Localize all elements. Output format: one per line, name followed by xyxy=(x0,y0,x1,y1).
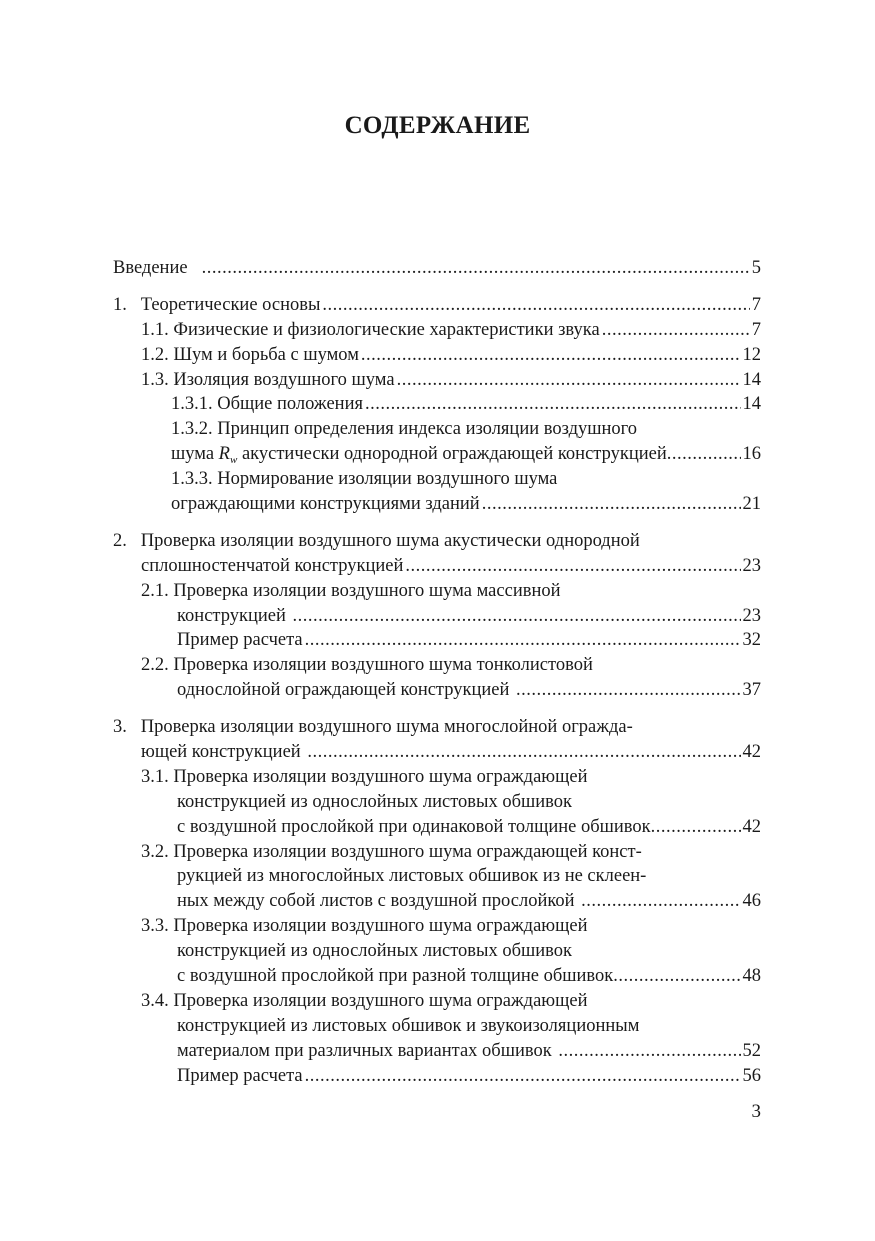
toc-entry-text: 3. Проверка изоляции воздушного шума многослойной огражда- xyxy=(113,717,633,738)
toc-page-number: 23 xyxy=(742,555,761,576)
toc-entry-2-line2[interactable] xyxy=(113,554,761,579)
toc-entry-text: 3.4. Проверка изоляции воздушного шума ограждающей xyxy=(141,990,588,1011)
toc-entry-2-1-example[interactable] xyxy=(113,628,761,653)
toc-entry-text: рукцией из многослойных листовых обшивок из не склеен- xyxy=(177,866,647,887)
toc-entry-3-3-line1[interactable] xyxy=(113,914,761,939)
toc-entry-text: с воздушной прослойкой при разной толщине обшивок xyxy=(177,966,614,987)
toc-entry-3-line2[interactable] xyxy=(113,740,761,765)
dot-leader xyxy=(482,492,741,517)
toc-entry-3-4-line1[interactable] xyxy=(113,989,761,1014)
toc-entry-3-2-line3[interactable] xyxy=(113,889,761,914)
toc-entry-text: сплошностенчатой конструкцией xyxy=(141,555,404,576)
table-of-contents xyxy=(113,256,761,1089)
toc-page-number: 14 xyxy=(742,394,761,415)
toc-entry-1[interactable] xyxy=(113,293,761,318)
toc-entry-text: 2.1. Проверка изоляции воздушного шума массивной xyxy=(141,580,561,601)
toc-entry-text: ограждающими конструкциями зданий xyxy=(171,494,480,515)
toc-entry-text: конструкцией xyxy=(177,605,291,626)
toc-entry-2-2-line2[interactable] xyxy=(113,678,761,703)
page-number: 3 xyxy=(751,1101,761,1122)
toc-entry-2-1-line1[interactable] xyxy=(113,579,761,604)
toc-entry-text: 3.2. Проверка изоляции воздушного шума ограждающей конст- xyxy=(141,841,642,862)
toc-entry-text: с воздушной прослойкой при одинаковой толщине обшивок xyxy=(177,816,651,837)
toc-entry-1-3-2-line1[interactable] xyxy=(113,417,761,442)
toc-entry-text: шума $R_w$ акустически однородной ограждающей конструкцией xyxy=(171,444,667,467)
page-title: СОДЕРЖАНИЕ xyxy=(344,112,531,139)
dot-leader xyxy=(365,392,741,417)
toc-entry-3-3-line3[interactable] xyxy=(113,964,761,989)
dot-leader xyxy=(293,604,741,629)
dot-leader xyxy=(581,889,740,914)
toc-page-number: 21 xyxy=(742,494,761,515)
toc-entry-2-2-line1[interactable] xyxy=(113,653,761,678)
dot-leader xyxy=(613,964,740,989)
dot-leader xyxy=(361,343,741,368)
toc-entry-text: 1.1. Физические и физиологические характеристики звука xyxy=(141,319,600,340)
toc-page-number: 5 xyxy=(751,258,761,278)
toc-entry-text: 2. Проверка изоляции воздушного шума акустически однородной xyxy=(113,530,640,551)
dot-leader xyxy=(405,554,740,579)
toc-page-number: 23 xyxy=(742,605,761,626)
toc-page-number: 37 xyxy=(742,680,761,701)
toc-entry-text: 1.2. Шум и борьба с шумом xyxy=(141,344,359,365)
toc-entry-3-2-line1[interactable] xyxy=(113,840,761,865)
toc-page-number: 16 xyxy=(742,444,761,465)
toc-entry-text: 1.3.1. Общие положения xyxy=(171,394,363,415)
toc-entry-text: Пример расчета xyxy=(177,1065,303,1086)
toc-page-number: 7 xyxy=(751,319,761,340)
toc-entry-1-3[interactable] xyxy=(113,368,761,393)
dot-leader xyxy=(322,293,749,318)
toc-page-number: 42 xyxy=(742,742,761,763)
toc-entry-text: ющей конструкцией xyxy=(141,742,306,763)
toc-entry-3-1-line3[interactable] xyxy=(113,815,761,840)
toc-entry-text: 1.3.3. Нормирование изоляции воздушного шума xyxy=(171,469,558,490)
toc-entry-text: 1.3. Изоляция воздушного шума xyxy=(141,369,395,390)
toc-entry-3-4-example[interactable] xyxy=(113,1064,761,1089)
toc-entry-2-1-line2[interactable] xyxy=(113,604,761,629)
toc-page-number: 48 xyxy=(742,966,761,987)
toc-entry-2-line1[interactable] xyxy=(113,529,761,554)
dot-leader xyxy=(667,442,741,467)
toc-entry-text: 1. Теоретические основы xyxy=(113,294,321,315)
toc-entry-3-4-line2[interactable] xyxy=(113,1014,761,1039)
toc-page-number: 56 xyxy=(742,1065,761,1086)
toc-entry-1-3-2-line2[interactable] xyxy=(113,442,761,467)
toc-entry-3-1-line2[interactable] xyxy=(113,790,761,815)
subscript-w: w xyxy=(229,454,238,467)
toc-entry-text: конструкцией из однослойных листовых обшивок xyxy=(177,791,573,812)
dot-leader xyxy=(516,678,740,703)
toc-page-number: 42 xyxy=(742,816,761,837)
toc-entry-text: однослойной ограждающей конструкцией xyxy=(177,680,515,701)
toc-entry-text: 3.1. Проверка изоляции воздушного шума ограждающей xyxy=(141,766,588,787)
toc-entry-text: 1.3.2. Принцип определения индекса изоляции воздушного xyxy=(171,419,638,440)
toc-page-number: 32 xyxy=(742,630,761,651)
dot-leader xyxy=(651,815,741,840)
toc-entry-text: 3.3. Проверка изоляции воздушного шума ограждающей xyxy=(141,916,588,937)
toc-entry-intro[interactable] xyxy=(113,256,761,281)
dot-leader xyxy=(305,1064,741,1089)
toc-page-number: 12 xyxy=(742,344,761,365)
toc-entry-3-line1[interactable] xyxy=(113,715,761,740)
toc-page-number: 52 xyxy=(742,1040,761,1061)
toc-entry-text: 2.2. Проверка изоляции воздушного шума тонколистовой xyxy=(141,655,593,676)
toc-page-number: 46 xyxy=(742,891,761,912)
toc-entry-text: ных между собой листов с воздушной прослойкой xyxy=(177,891,580,912)
dot-leader xyxy=(305,628,741,653)
toc-entry-1-1[interactable] xyxy=(113,318,761,343)
toc-page-number: 7 xyxy=(751,294,761,315)
toc-entry-text: материалом при различных вариантах обшивок xyxy=(177,1040,557,1061)
dot-leader xyxy=(558,1039,740,1064)
toc-entry-text: конструкцией из однослойных листовых обшивок xyxy=(177,941,573,962)
toc-entry-text: Пример расчета xyxy=(177,630,303,651)
dot-leader xyxy=(397,368,741,393)
symbol-r: R xyxy=(218,444,230,465)
dot-leader xyxy=(202,256,750,281)
dot-leader xyxy=(602,318,750,343)
toc-entry-3-3-line2[interactable] xyxy=(113,939,761,964)
toc-entry-3-4-line3[interactable] xyxy=(113,1039,761,1064)
toc-entry-1-2[interactable] xyxy=(113,343,761,368)
toc-entry-text: конструкцией из листовых обшивок и звукоизоляционным xyxy=(177,1015,640,1036)
dot-leader xyxy=(307,740,740,765)
toc-page-number: 14 xyxy=(742,369,761,390)
toc-entry-1-3-1[interactable] xyxy=(113,392,761,417)
toc-entry-1-3-3-line2[interactable] xyxy=(113,492,761,517)
toc-entry-3-2-line2[interactable] xyxy=(113,864,761,889)
toc-entry-3-1-line1[interactable] xyxy=(113,765,761,790)
toc-entry-1-3-3-line1[interactable] xyxy=(113,467,761,492)
toc-entry-text: Введение xyxy=(113,258,188,278)
